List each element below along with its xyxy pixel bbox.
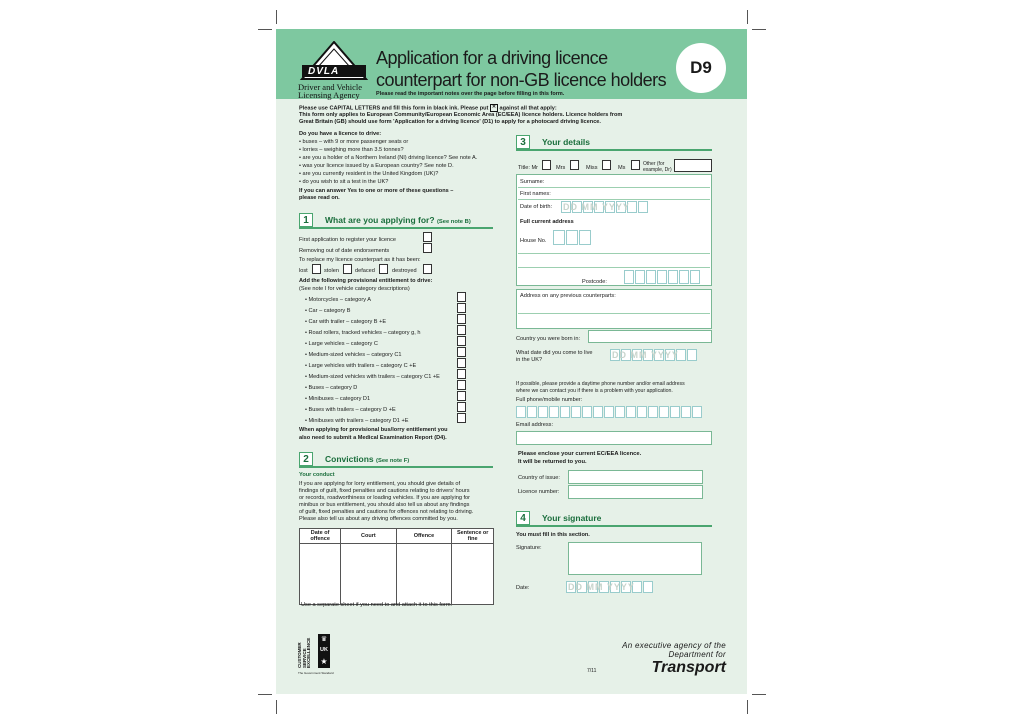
table-cell[interactable] bbox=[341, 544, 396, 605]
intro-line-1-text: Please use CAPITAL LETTERS and fill this form in black ink. Please put bbox=[299, 105, 489, 112]
checkbox-example-icon: ✕ bbox=[491, 104, 497, 110]
category-checkbox[interactable] bbox=[457, 347, 466, 357]
category-checkbox[interactable] bbox=[457, 380, 466, 390]
eligibility-item: • are you a holder of a Northern Ireland (NI) driving licence? See note A. bbox=[299, 155, 478, 161]
section-1-footer-1: When applying for provisional bus/lorry entitlement you bbox=[299, 427, 448, 433]
category-checkbox[interactable] bbox=[457, 402, 466, 412]
intro-line-3: Great Britain (GB) should use form 'Application for a driving licence' (D1) to apply for a photocard driving licence. bbox=[299, 119, 601, 125]
surname-field[interactable] bbox=[518, 187, 710, 188]
section-2-body: or records, roadworthiness or loading vehicles. If you are applying for bbox=[299, 495, 471, 501]
table-header-sentence: Sentence or fine bbox=[452, 529, 494, 544]
email-label: Email address: bbox=[516, 422, 553, 428]
form-page bbox=[276, 29, 747, 694]
title-ms-checkbox[interactable] bbox=[631, 160, 640, 170]
title-other-field[interactable] bbox=[674, 159, 712, 172]
agency-line-1: Driver and Vehicle bbox=[298, 82, 363, 92]
intro-line-2: This form only applies to European Community/European Economic Area (EC/EEA) licence holders. Licence holders from bbox=[299, 112, 623, 118]
eligibility-footer-2: please read on. bbox=[299, 195, 340, 201]
removing-endorsements-label: Removing out of date endorsements bbox=[299, 248, 390, 254]
section-2-header bbox=[299, 452, 493, 468]
form-code-badge: D9 bbox=[676, 43, 726, 93]
section-4-header bbox=[516, 511, 712, 527]
address-line[interactable] bbox=[518, 267, 710, 268]
section-2-subheading: Your conduct bbox=[299, 472, 335, 478]
category-checkbox[interactable] bbox=[457, 358, 466, 368]
section-3-header bbox=[516, 135, 712, 151]
agency-line-2: Licensing Agency bbox=[298, 90, 360, 100]
crop-mark bbox=[747, 700, 748, 714]
category-checkbox[interactable] bbox=[457, 325, 466, 335]
crop-mark bbox=[752, 694, 766, 695]
category-checkbox[interactable] bbox=[457, 369, 466, 379]
section-3-number: 3 bbox=[516, 135, 530, 149]
category-item: • Medium-sized vehicles with trailers – category C1 +E bbox=[305, 374, 440, 380]
category-item: • Car with trailer – category B +E bbox=[305, 319, 387, 325]
section-2-title: Convictions (See note F) bbox=[325, 454, 410, 464]
title-ms-label: Ms bbox=[618, 165, 626, 171]
logo-text: DVLA bbox=[308, 66, 340, 77]
licence-number-field[interactable] bbox=[568, 485, 703, 499]
section-1-header bbox=[299, 213, 493, 229]
defaced-checkbox[interactable] bbox=[379, 264, 388, 274]
table-header-offence: Offence bbox=[396, 529, 452, 544]
section-3-title: Your details bbox=[542, 137, 591, 147]
transport-wordmark: Transport bbox=[651, 659, 726, 676]
crop-mark bbox=[258, 694, 272, 695]
crop-mark bbox=[276, 700, 277, 714]
section-2-body: Please also tell us about any driving offences committed by you. bbox=[299, 516, 458, 522]
destroyed-label: destroyed bbox=[392, 268, 417, 274]
table-header-date: Date of offence bbox=[300, 529, 341, 544]
section-1-number: 1 bbox=[299, 213, 313, 227]
first-application-checkbox[interactable] bbox=[423, 232, 432, 242]
add-entitlement-heading: Add the following provisional entitlement to drive: bbox=[299, 278, 433, 284]
separate-sheet-note: Use a separate sheet if you need to and attach it to this form. bbox=[301, 602, 453, 608]
star-icon: ★ bbox=[318, 656, 330, 668]
category-item: • Road rollers, tracked vehicles – category g, h bbox=[305, 330, 421, 336]
previous-address-label: Address on any previous counterparts: bbox=[520, 293, 616, 299]
add-entitlement-note: (See note I for vehicle category descriptions) bbox=[299, 286, 410, 292]
section-2-body: minibus or bus entitlement, you should also tell us about any findings bbox=[299, 502, 470, 508]
lost-label: lost bbox=[299, 268, 308, 274]
surname-label: Surname: bbox=[520, 179, 545, 185]
country-issue-label: Country of issue: bbox=[518, 475, 560, 481]
category-item: • Car – category B bbox=[305, 308, 351, 314]
cse-line-2: SERVICE bbox=[301, 648, 307, 668]
category-checkbox[interactable] bbox=[457, 303, 466, 313]
signature-field[interactable] bbox=[568, 542, 702, 575]
section-2-body: If you are applying for lorry entitlement, you should give details of bbox=[299, 481, 461, 487]
postcode-label: Postcode: bbox=[582, 279, 607, 285]
form-header bbox=[276, 29, 747, 99]
category-checkbox[interactable] bbox=[457, 413, 466, 423]
eligibility-item: • lorries – weighing more than 3.5 tonnes? bbox=[299, 147, 404, 153]
eligibility-item: • was your licence issued by a European country? See note D. bbox=[299, 163, 454, 169]
government-standard-text: The Government Standard bbox=[298, 671, 334, 675]
category-checkbox[interactable] bbox=[457, 292, 466, 302]
cse-line-1: CUSTOMER bbox=[297, 642, 302, 668]
table-cell[interactable] bbox=[300, 544, 341, 605]
enclose-note-2: It will be returned to you. bbox=[518, 459, 587, 465]
uk-date-label-1: What date did you come to live bbox=[516, 350, 593, 356]
stolen-checkbox[interactable] bbox=[343, 264, 352, 274]
country-born-field[interactable] bbox=[588, 330, 712, 343]
lost-checkbox[interactable] bbox=[312, 264, 321, 274]
form-reference: 7/11 bbox=[587, 668, 597, 674]
signature-label: Signature: bbox=[516, 545, 542, 551]
replace-label: To replace my licence counterpart as it has been: bbox=[299, 257, 421, 263]
category-item: • Buses with trailers – category D +E bbox=[305, 407, 396, 413]
category-item: • Minibuses – category D1 bbox=[305, 396, 371, 402]
previous-address-line[interactable] bbox=[518, 313, 710, 314]
title-mr-checkbox[interactable] bbox=[542, 160, 551, 170]
contact-note-1: If possible, please provide a daytime phone number and/or email address bbox=[516, 381, 685, 387]
dob-format-hint: DD MM YYYY bbox=[563, 202, 630, 212]
stolen-label: stolen bbox=[324, 268, 339, 274]
section-1-title: What are you applying for? (See note B) bbox=[325, 215, 471, 225]
crop-mark bbox=[276, 10, 277, 24]
uk-date-label-2: in the UK? bbox=[516, 357, 543, 363]
title-mrs-label: Mrs bbox=[556, 165, 566, 171]
cse-text bbox=[297, 634, 311, 668]
eligibility-item: • buses – with 9 or more passenger seats or bbox=[299, 139, 409, 145]
category-item: • Large vehicles with trailers – category C +E bbox=[305, 363, 417, 369]
category-checkbox[interactable] bbox=[457, 391, 466, 401]
agency-statement-2: Department for bbox=[668, 650, 726, 659]
section-2-body: of guilt, fixed penalties and cautions for offences not relating to driving. bbox=[299, 509, 474, 515]
table-cell[interactable] bbox=[452, 544, 494, 605]
crop-mark bbox=[258, 29, 272, 30]
first-names-label: First names: bbox=[520, 191, 551, 197]
title-other-label: Other (for example, Dr) bbox=[643, 161, 672, 173]
category-item: • Large vehicles – category C bbox=[305, 341, 378, 347]
must-fill-note: You must fill in this section. bbox=[516, 532, 590, 538]
intro-line-1b-text: against all that apply: bbox=[499, 105, 557, 112]
title-label: Title: Mr bbox=[518, 165, 539, 171]
category-checkbox[interactable] bbox=[457, 336, 466, 346]
country-born-label: Country you were born in: bbox=[516, 336, 581, 342]
phone-label: Full phone/mobile number: bbox=[516, 397, 583, 403]
postcode-field[interactable] bbox=[624, 270, 701, 284]
section-4-title: Your signature bbox=[542, 513, 602, 523]
section-1-footer-2: also need to submit a Medical Examination Report (D4). bbox=[299, 435, 447, 441]
category-item: • Minibuses with trailers – category D1 +E bbox=[305, 418, 409, 424]
date-label: Date: bbox=[516, 585, 530, 591]
title-miss-label: Miss bbox=[586, 165, 598, 171]
dob-label: Date of birth: bbox=[520, 204, 553, 210]
form-title bbox=[376, 47, 666, 91]
enclose-note-1: Please enclose your current EC/EEA licence. bbox=[518, 451, 642, 457]
dft-logo bbox=[622, 641, 726, 676]
house-no-label: House No. bbox=[520, 238, 547, 244]
section-4-number: 4 bbox=[516, 511, 530, 525]
agency-statement-1: An executive agency of the bbox=[622, 641, 726, 650]
title-mrs-checkbox[interactable] bbox=[570, 160, 579, 170]
contact-note-2: where we can contact you if there is a problem with your application. bbox=[516, 388, 673, 394]
country-issue-field[interactable] bbox=[568, 470, 703, 484]
convictions-table bbox=[299, 528, 494, 605]
title-line-2: counterpart for non-GB licence holders bbox=[376, 70, 667, 90]
cse-line-3: EXCELLENCE bbox=[306, 637, 311, 668]
agency-name bbox=[298, 83, 362, 99]
licence-number-label: Licence number: bbox=[518, 489, 560, 495]
signature-date-format-hint: DD MM YYYY bbox=[568, 582, 635, 592]
email-field[interactable] bbox=[516, 431, 712, 445]
table-cell[interactable] bbox=[396, 544, 452, 605]
category-item: • Motorcycles – category A bbox=[305, 297, 372, 303]
address-line[interactable] bbox=[518, 253, 710, 254]
house-no-field[interactable] bbox=[553, 230, 592, 245]
title-miss-checkbox[interactable] bbox=[602, 160, 611, 170]
table-header-court: Court bbox=[341, 529, 396, 544]
removing-endorsements-checkbox[interactable] bbox=[423, 243, 432, 253]
section-2-body: findings of guilt, fixed penalties and cautions relating to drivers' hours bbox=[299, 488, 470, 494]
first-names-field[interactable] bbox=[518, 199, 710, 200]
header-note: Please read the important notes over the page before filling in this form. bbox=[376, 91, 565, 97]
uk-date-format-hint: DD MM YYYY bbox=[612, 350, 679, 360]
phone-field[interactable] bbox=[516, 406, 703, 418]
category-item: • Medium-sized vehicles – category C1 bbox=[305, 352, 402, 358]
eligibility-heading: Do you have a licence to drive: bbox=[299, 131, 382, 137]
defaced-label: defaced bbox=[355, 268, 375, 274]
crop-mark bbox=[747, 10, 748, 24]
category-item: • Buses – category D bbox=[305, 385, 358, 391]
title-line-1: Application for a driving licence bbox=[376, 48, 608, 68]
crop-mark bbox=[752, 29, 766, 30]
section-2-number: 2 bbox=[299, 452, 313, 466]
category-checkbox[interactable] bbox=[457, 314, 466, 324]
address-heading: Full current address bbox=[520, 219, 574, 225]
crown-icon: ♛ bbox=[318, 634, 330, 645]
uk-badge: UK bbox=[318, 645, 330, 656]
destroyed-checkbox[interactable] bbox=[423, 264, 432, 274]
eligibility-item: • are you currently resident in the United Kingdom (UK)? bbox=[299, 171, 439, 177]
eligibility-item: • do you wish to sit a test in the UK? bbox=[299, 179, 389, 185]
eligibility-footer-1: If you can answer Yes to one or more of these questions – bbox=[299, 188, 454, 194]
first-application-label: First application to register your licence bbox=[299, 237, 397, 243]
